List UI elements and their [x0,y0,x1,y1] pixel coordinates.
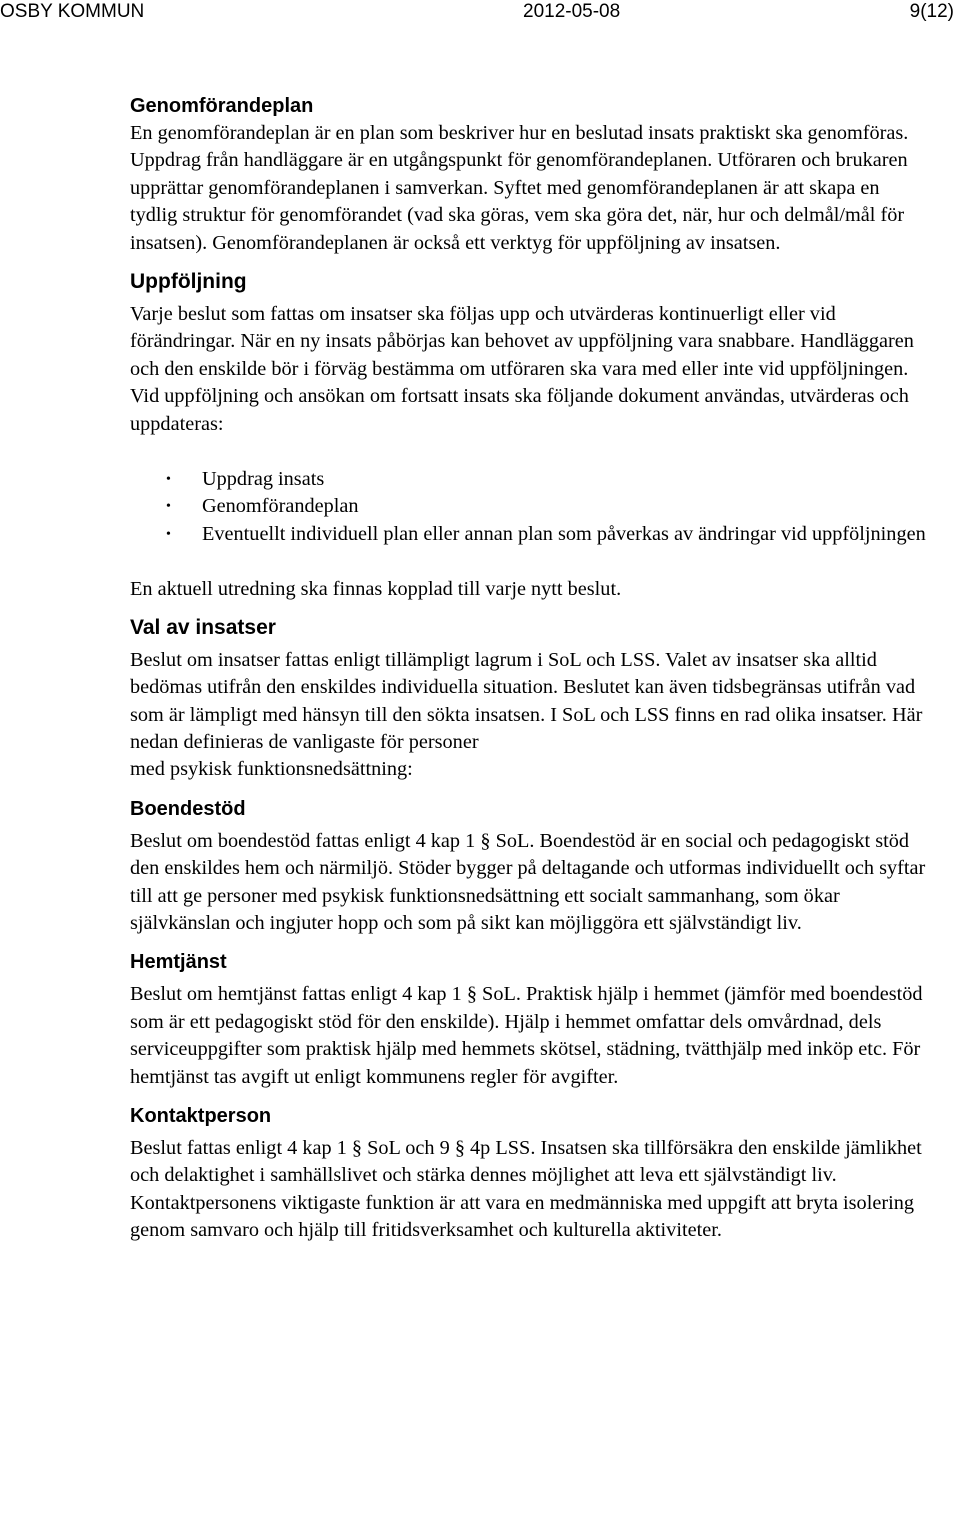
bullet-icon: • [166,472,171,488]
list-item: • Eventuellt individuell plan eller annan plan som påverkas av ändringar vid uppföljningen [130,521,930,548]
bullet-icon: • [166,526,171,542]
heading-genomforandeplan: Genomförandeplan [130,95,314,117]
uppfoljning-document-list [130,466,930,548]
document-body [130,92,930,1245]
heading-boendestod: Boendestöd [130,797,246,820]
heading-uppfoljning: Uppföljning [130,270,247,294]
header-date: 2012-05-08 [523,1,621,22]
paragraph-kontaktperson: Beslut fattas enligt 4 kap 1 § SoL och 9 § 4p LSS. Insatsen ska tillförsäkra den enskilde jämlikhet och delaktighet i samhällslivet och stärka dennes möjlighet att leva ett självständigt liv. Kontaktpersonens viktigaste funktion är att vara en medmänniska med uppgift att bryta isolering genom samvaro och hjälp till fritidsverksamhet och kulturella aktiviteter. [130,1136,922,1242]
paragraph-uppfoljning-closing: En aktuell utredning ska finnas kopplad till varje nytt beslut. [130,578,622,601]
heading-val-av-insatser: Val av insatser [130,615,276,639]
paragraph-uppfoljning: Varje beslut som fattas om insatser ska följas upp och utvärderas kontinuerligt eller vid förändringar. När en ny insats påbörjas kan behovet av uppföljning vara snabbare. Handläggaren och den enskilde bör i förväg bestämma om utföraren ska vara med eller inte vid uppföljningen. Vid uppföljning och ansökan om fortsatt insats ska följande dokument användas, utvärderas och uppdateras: [130,303,914,435]
paragraph-genomforandeplan: En genomförandeplan är en plan som beskriver hur en beslutad insats praktiskt ska genomföras. Uppdrag från handläggare är en utgångspunkt för genomförandeplanen. Utföraren och brukaren upprättar genomförandeplanen i samverkan. Syftet med genomförandeplanen är att skapa en tydlig struktur för genomförandet (vad ska göras, vem ska göra det, när, hur och delmål/mål för insatsen). Genomförandeplanen är också ett verktyg för uppföljning av insatsen. [130,122,909,254]
list-item: • Uppdrag insats [130,466,930,493]
heading-hemtjanst: Hemtjänst [130,951,227,974]
paragraph-val-av-insatser-line2: med psykisk funktionsnedsättning: [130,758,413,781]
header-page-number: 9(12) [909,1,954,22]
paragraph-boendestod: Beslut om boendestöd fattas enligt 4 kap 1 § SoL. Boendestöd är en social och pedagogiskt stöd den enskildes hem och närmiljö. Stöder bygger på deltagande och utformas individuellt och syftar till att ge personer med psykisk funktionsnedsättning ett socialt sammanhang, som ökar självkänslan och ingjuter hopp och som på sikt kan möjliggöra ett självständigt liv. [130,829,926,934]
paragraph-val-av-insatser: Beslut om insatser fattas enligt tillämpligt lagrum i SoL och LSS. Valet av insatser ska alltid bedömas utifrån den enskildes individuella situation. Beslutet kan även tidsbegränsas utifrån vad som är lämpligt med hänsyn till den sökta insatsen. I SoL och LSS finns en rad olika insatser. Här nedan definieras de vanligaste för personer [130,648,923,753]
paragraph-hemtjanst: Beslut om hemtjänst fattas enligt 4 kap 1 § SoL. Praktisk hjälp i hemmet (jämför med boendestöd som är ett pedagogiskt stöd för den enskilde). Hjälp i hemmet omfattar dels omvårdnad, dels serviceuppgifter som praktisk hjälp med hemmets skötsel, städning, tvätthjälp med inköp etc. För hemtjänst tas avgift ut enligt kommunens regler för avgifter. [130,983,923,1088]
heading-kontaktperson: Kontaktperson [130,1104,272,1127]
bullet-icon: • [166,499,171,515]
header-organization: OSBY KOMMUN [0,1,145,22]
page-header [0,0,960,28]
list-item: • Genomförandeplan [130,493,930,520]
